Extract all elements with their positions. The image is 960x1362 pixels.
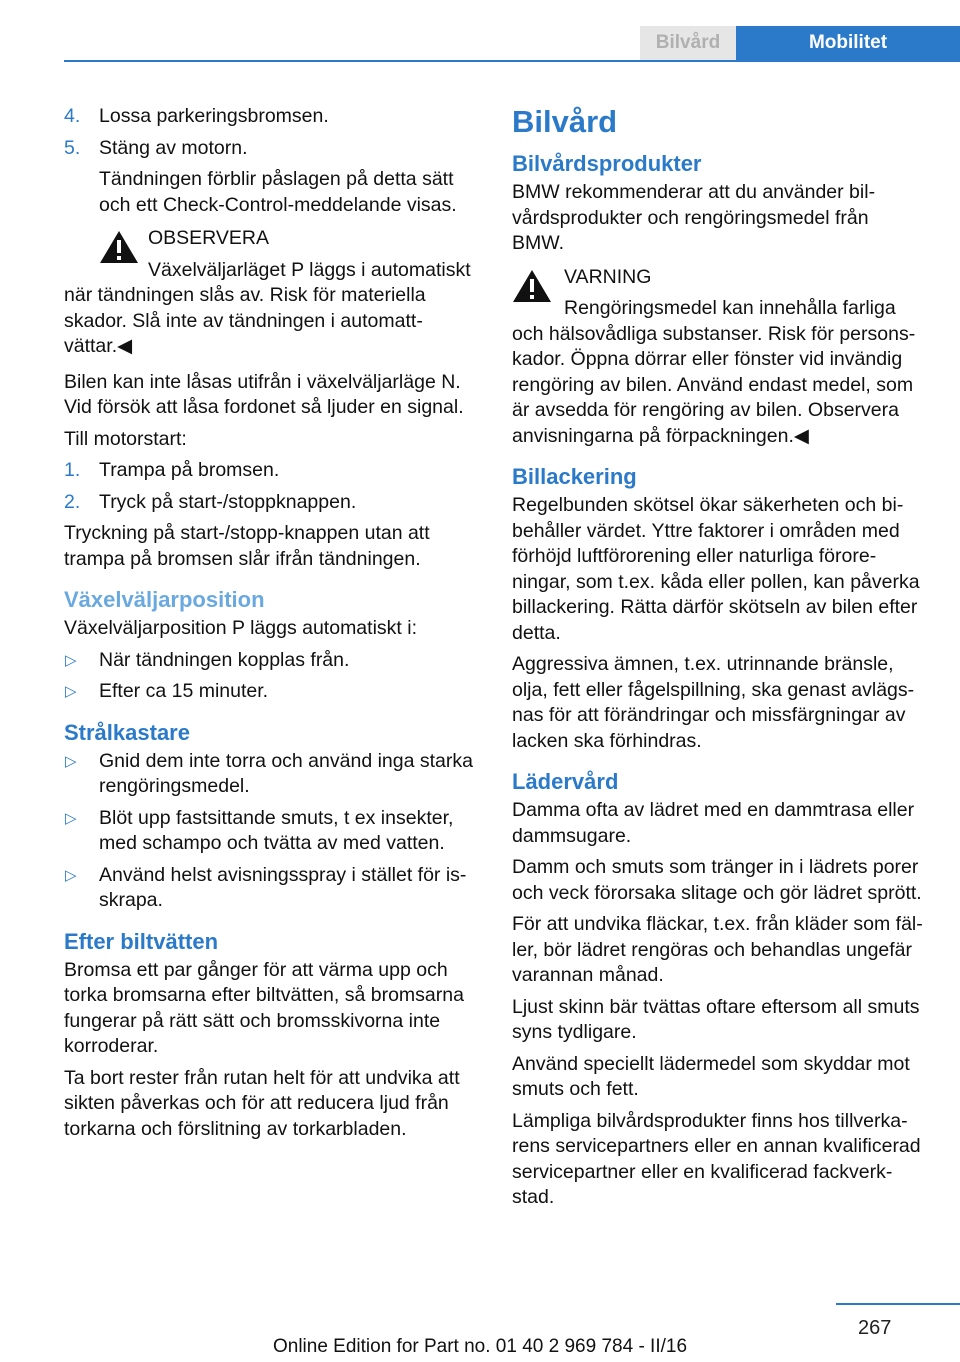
notice-title: OBSERVERA <box>148 227 270 249</box>
paragraph: Regelbunden skötsel ökar säkerheten och bibehåller värdet. Yttre faktorer i områden med förhöjd luftförorening eller naturliga föroreningar, som t.ex. kåda eller pollen, kan påverka billackering. Rätta därför skötseln av bilen efter detta. <box>512 494 920 644</box>
header-tab-bilvard[interactable] <box>640 26 736 60</box>
section-heading-wash: Efter biltvätten <box>64 928 219 954</box>
warning-title: VARNING <box>564 265 652 288</box>
bullet-text: Blöt upp fastsittande smuts, t ex insekter, med schampo och tvätta av med vatten. <box>99 806 454 854</box>
step-number: 5. <box>64 136 81 159</box>
section-heading-products: Bilvårdsprodukter <box>512 151 702 176</box>
bullet-triangle-icon: ▷ <box>65 866 77 884</box>
step-continuation: Tändningen förblir påslagen på detta sätt och ett Check-Control-meddelande visas. <box>99 168 457 216</box>
paragraph: Växelväljarposition P läggs automatiskt i: <box>64 617 417 639</box>
bullet-item <box>64 749 478 800</box>
step-number: 2. <box>64 490 81 513</box>
bullet-text: Använd helst avisningsspray i stället för isskrapa. <box>99 863 467 911</box>
paragraph: Bilen kan inte låsas utifrån i växelväljarläge N. Vid försök att låsa fordonet så ljuder en signal. <box>64 370 464 418</box>
left-column <box>64 104 478 1148</box>
page-title: Bilvård <box>512 104 618 139</box>
step-item <box>64 490 478 516</box>
bullet-triangle-icon: ▷ <box>65 809 77 827</box>
step-text: Tryck på start-/stoppknappen. <box>99 490 357 513</box>
right-column <box>512 104 926 1217</box>
section-heading-lights: Strålkastare <box>64 719 190 745</box>
paragraph: Ta bort rester från rutan helt för att undvika att sikten påverkas och för att reducera ljud från torkarna och förslitning av torkarbladen. <box>64 1066 460 1140</box>
notice-text: när tändningen slås av. Risk för materiella skador. Slå inte av tändningen i automattvättar.◀ <box>64 284 426 357</box>
step-item <box>64 104 478 130</box>
bullet-item <box>64 679 478 705</box>
page-number: 267 <box>858 1317 892 1339</box>
step-item <box>64 136 478 162</box>
section-heading-leather: Lädervård <box>512 769 619 794</box>
bullet-item <box>64 806 478 857</box>
paragraph: Aggressiva ämnen, t.ex. utrinnande bränsle, olja, fett eller fågelspillning, ska genast avlägsnas för att förändringar och missfärgningar av lacken ska förhindras. <box>512 653 915 752</box>
paragraph: Lämpliga bilvårdsprodukter finns hos tillverkarens servicepartners eller en annan kvalificerad servicepartner eller en kvalificerad fackverkstad. <box>512 1109 921 1208</box>
bullet-item <box>64 648 478 674</box>
notice-box <box>64 226 478 360</box>
header-rule <box>64 60 960 62</box>
header-tab-mobilitet-label: Mobilitet <box>808 32 888 54</box>
step-number: 1. <box>64 459 81 481</box>
paragraph: Bromsa ett par gånger för att värma upp och torka bromsarna efter biltvätten, så bromsarna fungerar på rätt sätt och bromsskivorna inte korroderar. <box>64 958 464 1057</box>
bullet-triangle-icon: ▷ <box>65 752 77 770</box>
paragraph: Till motorstart: <box>64 427 187 450</box>
paragraph: Ljust skinn bär tvättas oftare eftersom all smuts syns tydligare. <box>512 995 920 1043</box>
paragraph: Damma ofta av lädret med en dammtrasa eller dammsugare. <box>512 799 915 847</box>
paragraph: BMW rekommenderar att du använder bilvårdsprodukter och rengöringsmedel från BMW. <box>512 181 876 254</box>
warning-text: och hälsovådliga substanser. Risk för personskador. Öppna dörrar eller fönster vid invändig rengöring av bilen. Använd endast medel, som är avsedda för rengöring av bilen. Observera anvisningarna på förpackningen.◀ <box>512 322 916 447</box>
paragraph: Damm och smuts som tränger in i lädrets porer och veck förorsaka slitage och gör lädret sprött. <box>512 856 922 904</box>
bullet-item <box>64 863 478 914</box>
step-item <box>64 458 478 484</box>
warning-box <box>512 265 926 450</box>
notice-first-line: Växelväljarläget P läggs i automatiskt <box>148 258 471 281</box>
step-text: Trampa på bromsen. <box>99 459 280 481</box>
warning-triangle-icon <box>512 269 552 303</box>
section-heading-gear: Växelväljarposition <box>64 587 265 612</box>
paragraph: Tryckning på start-/stopp-knappen utan att trampa på bromsen slår ifrån tändningen. <box>64 522 430 570</box>
section-heading-paint: Billackering <box>512 464 637 489</box>
bullet-triangle-icon: ▷ <box>65 683 77 700</box>
paragraph: För att undvika fläckar, t.ex. från kläder som fäller, bör lädret rengöras och behandlas ungefär varannan månad. <box>512 913 923 986</box>
step-number: 4. <box>64 105 81 127</box>
footer-edition: Online Edition for Part no. 01 40 2 969 784 - II/16 <box>272 1336 688 1357</box>
footer-rule <box>836 1303 960 1305</box>
step-text: Stäng av motorn. <box>99 136 248 159</box>
bullet-text: Gnid dem inte torra och använd inga starka rengöringsmedel. <box>99 749 473 797</box>
step-text: Lossa parkeringsbromsen. <box>99 105 329 127</box>
header-tab-mobilitet[interactable] <box>736 26 960 60</box>
bullet-triangle-icon: ▷ <box>65 651 77 669</box>
paragraph: Använd speciellt lädermedel som skyddar mot smuts och fett. <box>512 1052 910 1100</box>
header-tab-bilvard-label: Bilvård <box>655 32 721 54</box>
bullet-text: När tändningen kopplas från. <box>99 648 350 671</box>
warning-first-line: Rengöringsmedel kan innehålla farliga <box>564 297 896 319</box>
bullet-text: Efter ca 15 minuter. <box>99 680 269 702</box>
warning-triangle-icon <box>99 230 139 264</box>
